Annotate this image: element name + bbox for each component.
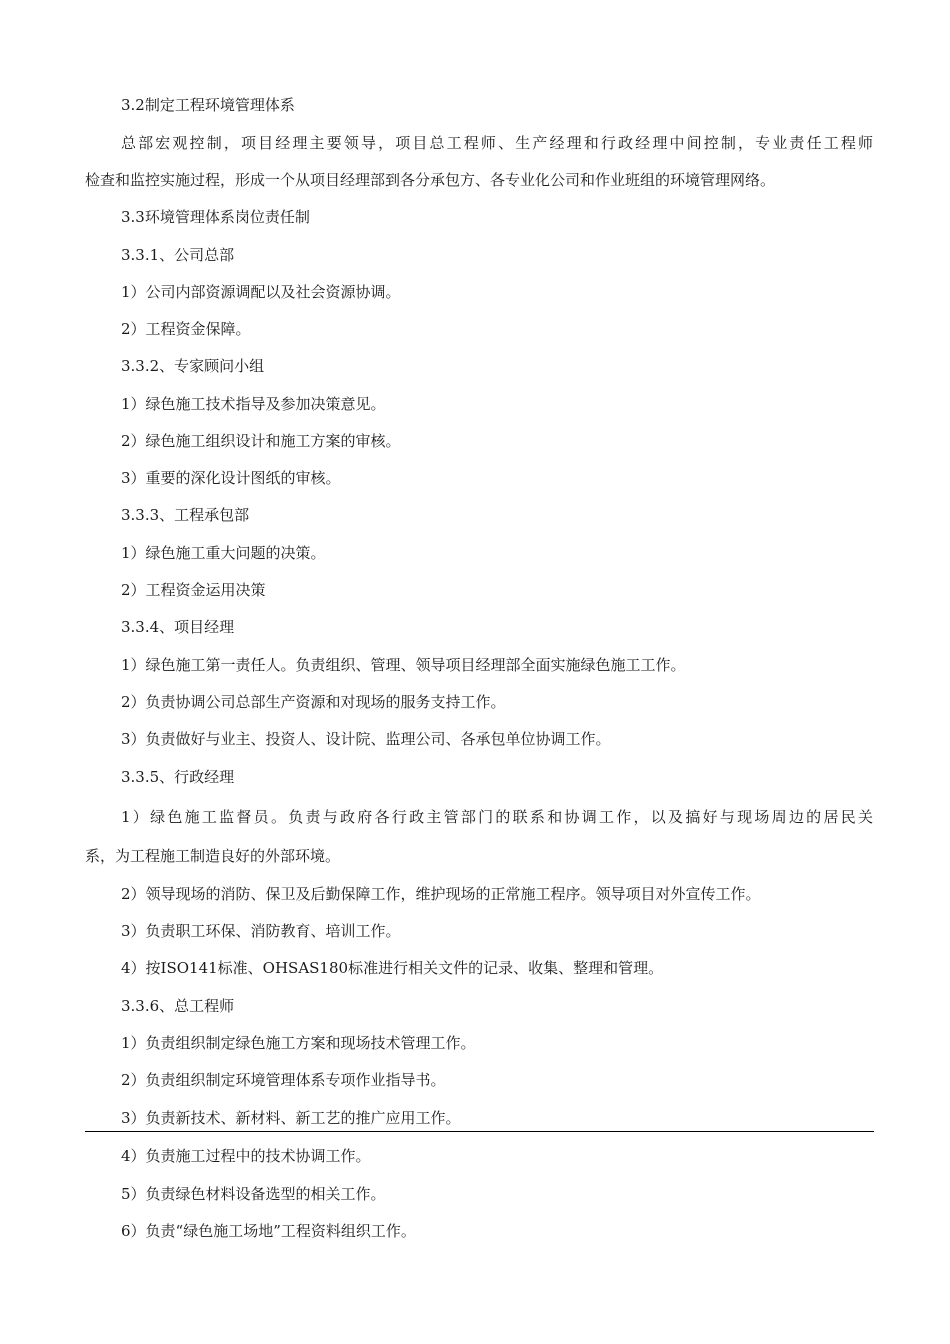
list-item: 3）重要的深化设计图纸的审核。	[121, 469, 341, 487]
list-item: 3）负责新技术、新材料、新工艺的推广应用工作。	[121, 1109, 461, 1127]
list-item: 2）负责协调公司总部生产资源和对现场的服务支持工作。	[121, 693, 506, 711]
list-item: 4）按ISO141标准、OHSAS180标准进行相关文件的记录、收集、整理和管理。	[121, 959, 664, 977]
subsection-heading: 3.3.3、工程承包部	[121, 506, 250, 524]
subsection-heading: 3.3.4、项目经理	[121, 618, 235, 636]
list-item: 1）公司内部资源调配以及社会资源协调。	[121, 283, 401, 301]
list-item: 1）绿色施工监督员。负责与政府各行政主管部门的联系和协调工作，以及搞好与现场周边的居民关	[121, 808, 873, 826]
list-item: 3）负责做好与业主、投资人、设计院、监理公司、各承包单位协调工作。	[121, 730, 611, 748]
subsection-heading: 3.3.2、专家顾问小组	[121, 357, 265, 375]
list-item: 2）工程资金运用决策	[121, 581, 266, 599]
list-item: 2）绿色施工组织设计和施工方案的审核。	[121, 432, 401, 450]
list-item: 1）绿色施工第一责任人。负责组织、管理、领导项目经理部全面实施绿色施工工作。	[121, 656, 686, 674]
subsection-heading: 3.3.5、行政经理	[121, 768, 235, 786]
subsection-heading: 3.3.1、公司总部	[121, 246, 235, 264]
list-item: 3）负责职工环保、消防教育、培训工作。	[121, 922, 401, 940]
subsection-heading: 3.3.6、总工程师	[121, 997, 235, 1015]
list-item: 2）领导现场的消防、保卫及后勤保障工作，维护现场的正常施工程序。领导项目对外宣传工作。	[121, 885, 761, 903]
list-item-continuation: 系，为工程施工制造良好的外部环境。	[85, 847, 341, 865]
list-item: 5）负责绿色材料设备选型的相关工作。	[121, 1185, 386, 1203]
list-item: 1）绿色施工重大问题的决策。	[121, 544, 326, 562]
paragraph-line: 总部宏观控制，项目经理主要领导，项目总工程师、生产经理和行政经理中间控制，专业责任工程师	[121, 134, 873, 152]
list-item: 4）负责施工过程中的技术协调工作。	[121, 1147, 371, 1165]
section-heading-3-3: 3.3环境管理体系岗位责任制	[121, 208, 310, 226]
page-divider	[85, 1131, 874, 1132]
paragraph-line: 检查和监控实施过程，形成一个从项目经理部到各分承包方、各专业化公司和作业班组的环境管理网络。	[85, 171, 776, 189]
section-heading-3-2: 3.2制定工程环境管理体系	[121, 96, 295, 114]
list-item: 2）负责组织制定环境管理体系专项作业指导书。	[121, 1071, 446, 1089]
list-item: 1）绿色施工技术指导及参加决策意见。	[121, 395, 386, 413]
list-item: 6）负责“绿色施工场地”工程资料组织工作。	[121, 1222, 416, 1240]
list-item: 2）工程资金保障。	[121, 320, 251, 338]
list-item: 1）负责组织制定绿色施工方案和现场技术管理工作。	[121, 1034, 476, 1052]
